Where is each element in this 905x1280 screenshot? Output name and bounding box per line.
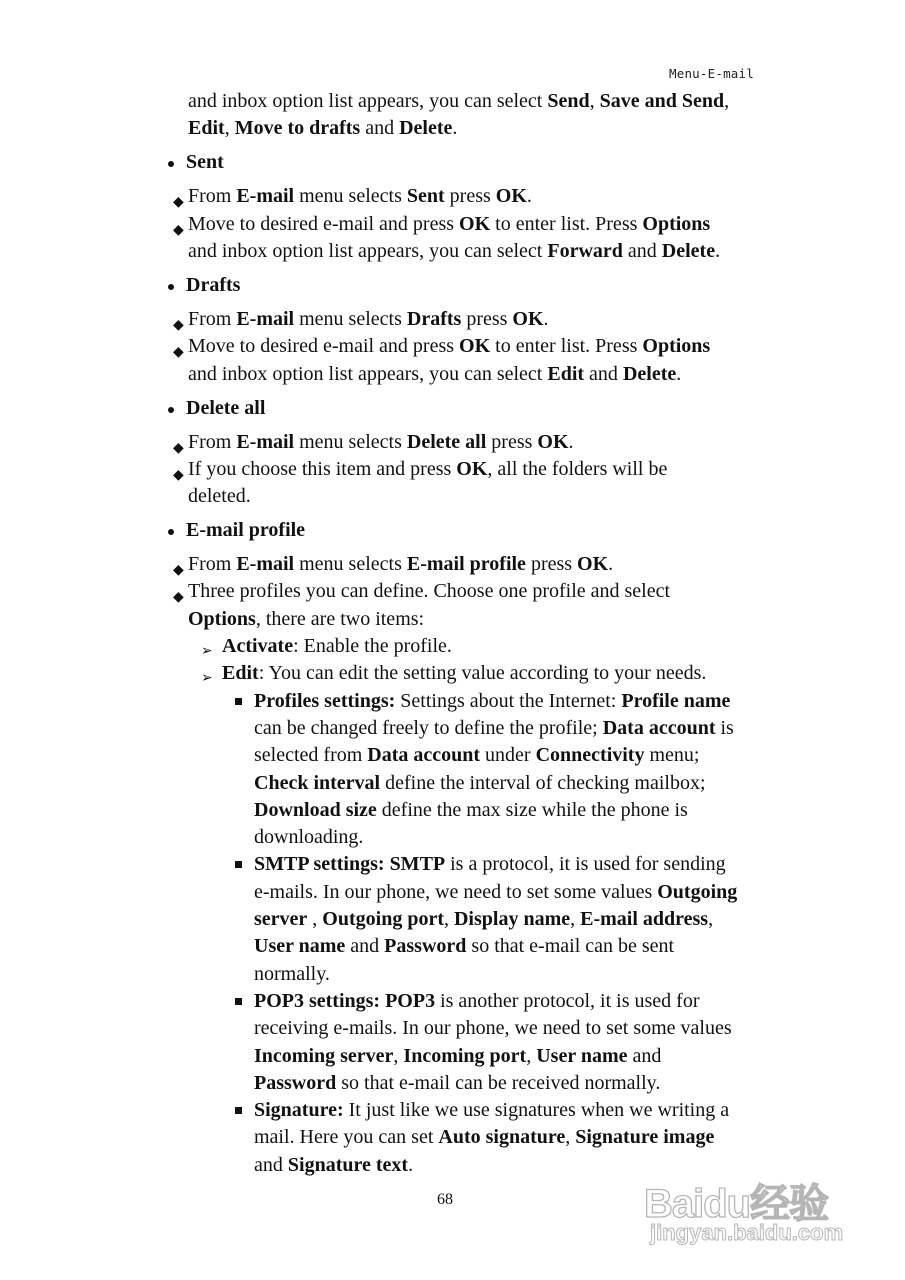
bold-term: OK	[537, 430, 569, 453]
baidu-watermark	[644, 1172, 864, 1272]
bold-term: Check interval	[254, 771, 381, 794]
text-run: From	[188, 553, 237, 576]
bold-term: OK	[459, 335, 491, 358]
text-line	[254, 1124, 714, 1151]
section-bullet-icon	[168, 284, 174, 290]
bold-term: Display name	[453, 908, 571, 930]
text-run: to enter list. Press	[490, 335, 643, 358]
text-run: Move to desired e-mail and press	[188, 335, 460, 358]
text-run: Settings about the Internet:	[395, 689, 622, 712]
text-line	[222, 633, 452, 660]
bold-term: User name	[536, 1044, 628, 1067]
text-run: under	[480, 744, 536, 767]
text-run: Three profiles you can define. Choose one profile and select	[188, 580, 671, 603]
text-run: and	[584, 362, 623, 385]
section-heading: E-mail profile	[186, 519, 306, 542]
bold-term: Delete	[622, 362, 677, 385]
text-run: , there are two items:	[255, 607, 425, 630]
text-run: downloading.	[254, 826, 364, 849]
text-run: ,	[443, 908, 454, 930]
text-line	[254, 961, 330, 988]
text-run: and	[360, 117, 400, 140]
bold-term: User name	[254, 935, 346, 958]
arrow-bullet-icon: ➢	[201, 644, 213, 659]
bold-term: POP3 settings:	[254, 989, 386, 1012]
text-run: From	[188, 185, 237, 208]
text-run: e-mails. In our phone, we need to set some values	[254, 880, 658, 903]
text-line	[254, 1015, 732, 1042]
bold-term: Download size	[254, 798, 377, 821]
bold-term: Delete all	[406, 430, 487, 453]
text-run: .	[526, 185, 532, 208]
bold-term: Profiles settings:	[254, 689, 396, 712]
bold-term: Incoming port	[403, 1044, 527, 1067]
bold-term: Save and Send	[599, 90, 725, 112]
text-line	[254, 715, 734, 742]
text-run: ,	[570, 908, 581, 930]
bold-term: E-mail	[236, 185, 295, 208]
text-line	[254, 851, 726, 878]
bold-term: Password	[254, 1071, 337, 1094]
diamond-bullet-icon: ◆	[173, 440, 184, 456]
text-line	[188, 333, 710, 360]
square-bullet-icon	[235, 1107, 242, 1114]
bold-term: Activate	[222, 635, 294, 657]
text-run: ,	[526, 1044, 537, 1067]
text-line	[254, 906, 713, 933]
bold-term: Signature image	[575, 1126, 715, 1149]
section-heading: Drafts	[186, 273, 241, 296]
text-run: .	[676, 362, 682, 385]
text-line	[188, 115, 457, 142]
text-run: menu selects	[294, 430, 407, 453]
text-run: .	[543, 307, 549, 330]
text-run: ,	[393, 1044, 404, 1067]
text-run: : Enable the profile.	[293, 635, 452, 657]
square-bullet-icon	[235, 998, 242, 1005]
bold-term: Edit	[188, 117, 225, 140]
page-number: 68	[437, 1191, 453, 1208]
text-run: is a protocol, it is used for sending	[445, 853, 726, 876]
bold-term: Edit	[547, 362, 585, 385]
text-run: menu selects	[294, 553, 407, 576]
text-line	[254, 1070, 660, 1097]
text-line	[188, 183, 532, 210]
bold-term: OK	[577, 553, 609, 576]
text-run: can be changed freely to define the profile;	[254, 716, 603, 739]
bold-term: OK	[495, 185, 527, 208]
bold-term: Options	[188, 607, 256, 630]
text-run: From	[188, 307, 237, 330]
text-run: : You can edit the setting value according to your needs.	[258, 662, 707, 685]
text-run: and	[254, 1153, 288, 1176]
text-run: and inbox option list appears, you can select	[188, 239, 548, 262]
bold-term: Options	[642, 335, 711, 358]
text-line	[188, 606, 424, 633]
text-line	[254, 988, 700, 1015]
text-line	[188, 306, 549, 333]
text-run: press	[461, 307, 513, 330]
text-run: receiving e-mails. In our phone, we need to set some values	[254, 1017, 732, 1040]
diamond-bullet-icon: ◆	[173, 590, 184, 606]
text-run: .	[452, 117, 458, 140]
bold-term: Drafts	[406, 307, 462, 330]
text-run: is another protocol, it is used for	[435, 989, 700, 1012]
section-bullet-icon	[168, 407, 174, 413]
bold-term: SMTP	[389, 853, 446, 876]
text-run: From	[188, 430, 237, 453]
text-run: menu selects	[294, 185, 407, 208]
bold-term: POP3	[385, 989, 436, 1012]
square-bullet-icon	[235, 861, 242, 868]
bold-term: SMTP settings:	[254, 853, 390, 876]
text-run: If you choose this item and press	[188, 457, 457, 480]
arrow-bullet-icon: ➢	[201, 671, 213, 687]
text-run: mail. Here you can set	[254, 1126, 439, 1149]
text-line	[254, 742, 699, 769]
text-line	[254, 688, 730, 715]
bold-term: Send	[547, 90, 590, 112]
text-line	[254, 1043, 661, 1070]
text-line	[188, 456, 667, 483]
text-run: press	[525, 553, 578, 576]
text-run: press	[486, 430, 538, 453]
bold-term: Delete	[661, 239, 716, 262]
text-run: ,	[724, 90, 730, 112]
text-run: and	[345, 935, 385, 958]
bold-term: E-mail	[236, 307, 295, 330]
bold-term: E-mail	[236, 430, 295, 453]
text-run: and inbox option list appears, you can select	[188, 90, 548, 112]
bold-term: E-mail profile	[406, 553, 526, 576]
section-bullet-icon	[168, 161, 174, 167]
text-run: to enter list. Press	[490, 212, 643, 235]
text-run: ,	[565, 1126, 576, 1149]
text-line	[222, 660, 706, 687]
bold-term: Data account	[367, 744, 481, 767]
text-run: menu;	[644, 744, 700, 767]
text-run: and inbox option list appears, you can select	[188, 362, 548, 385]
bold-term: OK	[456, 457, 488, 480]
text-run: ,	[224, 117, 235, 140]
text-line	[188, 88, 729, 115]
text-run: define the interval of checking mailbox;	[380, 771, 706, 794]
text-run: deleted.	[188, 485, 251, 508]
diamond-bullet-icon: ◆	[173, 467, 184, 483]
text-run: .	[568, 430, 574, 453]
text-line	[188, 211, 710, 238]
bold-term: server	[254, 908, 308, 930]
text-line	[254, 879, 737, 906]
bold-term: Password	[384, 935, 467, 958]
text-run: ,	[307, 908, 323, 930]
bold-term: Incoming server	[254, 1044, 394, 1067]
text-line	[188, 238, 720, 265]
text-line	[188, 483, 251, 510]
bold-term: Edit	[222, 662, 259, 685]
bold-term: OK	[512, 307, 544, 330]
bold-term: Connectivity	[535, 744, 645, 767]
bold-term: Data account	[602, 716, 716, 739]
text-run: ,	[589, 90, 600, 112]
text-line	[254, 1152, 413, 1179]
bold-term: E-mail address	[580, 908, 709, 930]
text-run: .	[608, 553, 614, 576]
bold-term: Options	[642, 212, 711, 235]
text-run: , all the folders will be	[487, 457, 668, 480]
text-run: press	[444, 185, 496, 208]
bold-term: Sent	[406, 185, 445, 208]
diamond-bullet-icon: ◆	[173, 563, 184, 579]
bold-term: Signature text	[287, 1153, 409, 1176]
bold-term: Delete	[399, 117, 453, 140]
text-line	[188, 578, 670, 605]
text-run: so that e-mail can be sent	[466, 935, 675, 958]
text-line	[188, 551, 613, 578]
diamond-bullet-icon: ◆	[173, 345, 184, 361]
text-run: Move to desired e-mail and press	[188, 212, 460, 235]
running-header: Menu-E-mail	[669, 66, 754, 81]
bold-term: Outgoing	[657, 880, 738, 903]
bold-term: OK	[459, 212, 491, 235]
text-run: and	[627, 1044, 662, 1067]
text-line	[188, 429, 574, 456]
text-run: It just like we use signatures when we writing a	[343, 1099, 730, 1122]
section-heading: Delete all	[186, 396, 266, 419]
text-line	[188, 361, 681, 388]
watermark-url: jingyan.baidu.com	[650, 1220, 844, 1245]
bold-term: Profile name	[621, 689, 731, 712]
text-run: is	[715, 716, 734, 739]
text-run: normally.	[254, 962, 330, 985]
text-line	[254, 797, 688, 824]
section-bullet-icon	[168, 529, 174, 535]
text-run: .	[408, 1153, 414, 1176]
bold-term: Auto signature	[438, 1126, 566, 1149]
bold-term: Outgoing port	[322, 908, 444, 930]
text-line	[254, 933, 674, 960]
text-run: selected from	[254, 744, 368, 767]
bold-term: Forward	[547, 239, 623, 262]
bold-term: Signature:	[254, 1099, 344, 1122]
bold-term: E-mail	[236, 553, 295, 576]
text-run: so that e-mail can be received normally.	[336, 1071, 661, 1094]
diamond-bullet-icon: ◆	[173, 317, 184, 333]
square-bullet-icon	[235, 698, 242, 705]
text-run: menu selects	[294, 307, 407, 330]
text-line	[254, 770, 706, 797]
watermark-logo: Baidu经验	[644, 1182, 829, 1226]
text-line	[254, 824, 363, 851]
text-run: ,	[708, 908, 714, 930]
diamond-bullet-icon: ◆	[173, 222, 184, 238]
text-run: define the max size while the phone is	[376, 798, 688, 821]
section-heading: Sent	[186, 151, 224, 174]
text-line	[254, 1097, 729, 1124]
diamond-bullet-icon: ◆	[173, 195, 184, 211]
text-run: and	[622, 239, 662, 262]
text-run: .	[715, 239, 721, 262]
bold-term: Move to drafts	[234, 117, 361, 140]
